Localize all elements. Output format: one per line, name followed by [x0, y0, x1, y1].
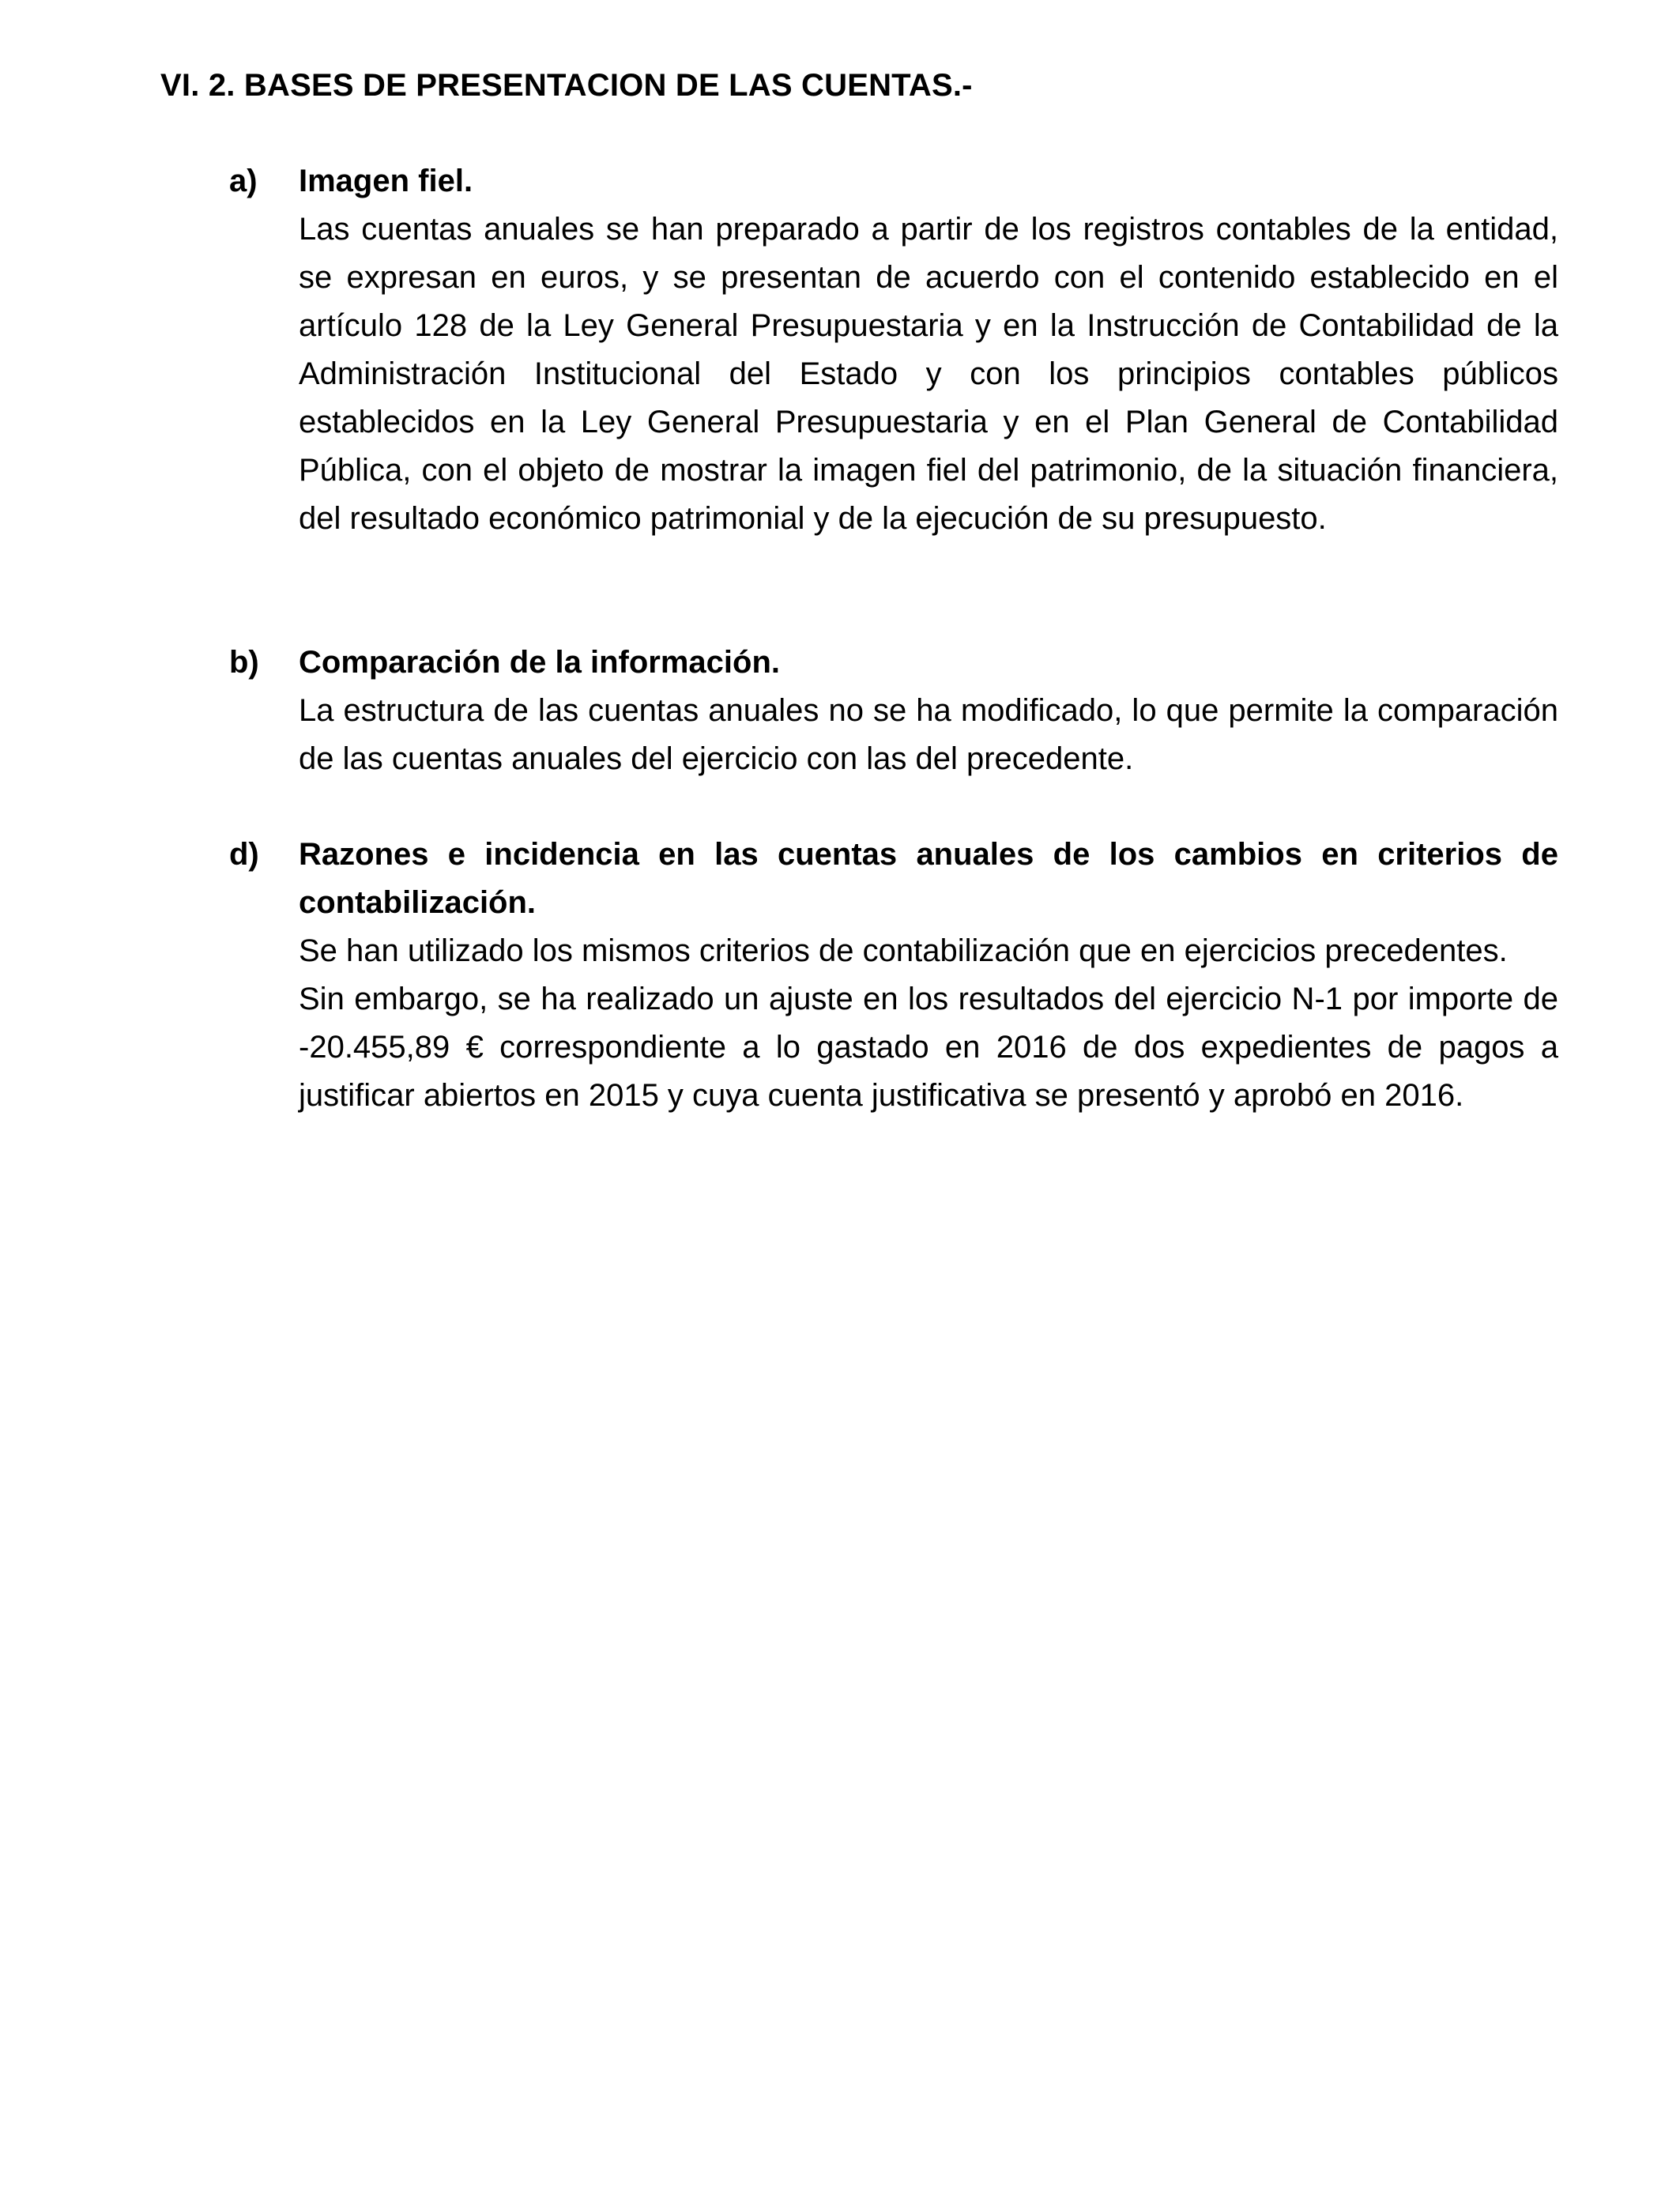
list-item-paragraph: Sin embargo, se ha realizado un ajuste en los resultados del ejercicio N-1 por importe de -20.455,89 € correspondiente a lo gastado en 2016 de dos expedientes de pagos a justificar abiertos en 2015 y cuya cuenta justificativa se presentó y aprobó en 2016.: [299, 982, 1558, 1113]
list-item-paragraph: Se han utilizado los mismos criterios de contabilización que en ejercicios precedentes.: [299, 933, 1508, 968]
list-item-marker: b): [229, 645, 259, 680]
list-item-title: Comparación de la información.: [299, 645, 781, 680]
list-item-title: Razones e incidencia en las cuentas anuales de los cambios en criterios de contabilización.: [299, 837, 1558, 920]
list-item-marker: d): [229, 837, 259, 872]
section-heading: VI. 2. BASES DE PRESENTACION DE LAS CUENTAS.-: [160, 68, 973, 103]
list-item-body: [299, 157, 1558, 543]
list-item-title: Imagen fiel.: [299, 164, 473, 198]
list-item-paragraph: Las cuentas anuales se han preparado a partir de los registros contables de la entidad, se expresan en euros, y se presentan de acuerdo con el contenido establecido en el artículo 128 de la Ley General Presupuestaria y en la Instrucción de Contabilidad de la Administración Institucional del Estado y con los principios contables públicos establecidos en la Ley General Presupuestaria y en el Plan General de Contabilidad Pública, con el objeto de mostrar la imagen fiel del patrimonio, de la situación financiera, del resultado económico patrimonial y de la ejecución de su presupuesto.: [299, 212, 1558, 536]
list-item-paragraph: La estructura de las cuentas anuales no se ha modificado, lo que permite la comparación de las cuentas anuales del ejercicio con las del precedente.: [299, 693, 1558, 776]
list-item-marker: a): [229, 164, 258, 198]
list-item-body: [299, 639, 1558, 783]
list-item-body: [299, 831, 1558, 1120]
